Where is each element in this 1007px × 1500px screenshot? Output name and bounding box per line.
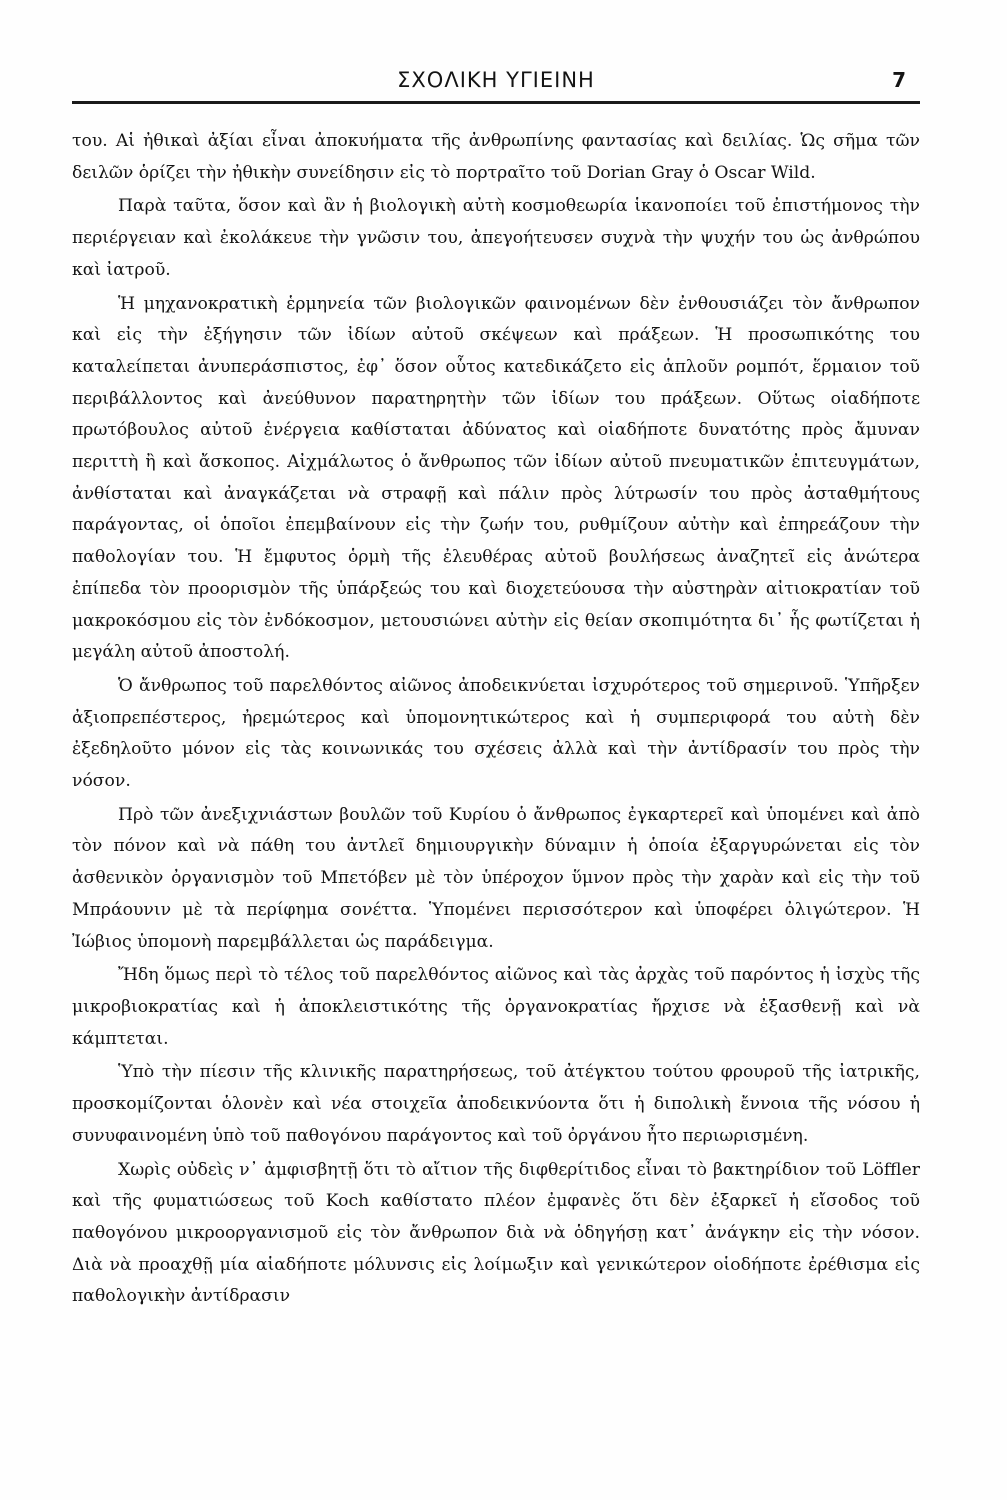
header-rule (72, 101, 920, 104)
page-number: 7 (892, 68, 906, 92)
paragraph: Χωρὶς οὐδεὶς ν᾽ ἀμφισβητῇ ὅτι τὸ αἴτιον τῆς διφθερίτιδος εἶναι τὸ βακτηρίδιον τοῦ Löffler καὶ τῆς φυματιώσεως τοῦ Koch καθίστατο πλέον ἐμφανὲς ὅτι δὲν ἐξαρκεῖ ἡ εἴσοδος τοῦ παθογόνου μικροοργανισμοῦ εἰς τὸν ἄνθρωπον διὰ νὰ ὁδηγήσῃ κατ᾽ ἀνάγκην εἰς τὴν νόσον. Διὰ νὰ προαχθῇ μία αἱαδήποτε μόλυνσις εἰς λοίμωξιν καὶ γενικώτερον οἱοδήποτε ἐρέθισμα εἰς παθολογικὴν ἀντίδρασιν (72, 1159, 920, 1307)
running-head (72, 64, 920, 100)
paragraph: Ἤδη ὅμως περὶ τὸ τέλος τοῦ παρελθόντος αἰῶνος καὶ τὰς ἀρχὰς τοῦ παρόντος ἡ ἰσχὺς τῆς μικροβιοκρατίας καὶ ἡ ἀποκλειστικότης τῆς ὀργανοκρατίας ἤρχισε νὰ ἐξασθενῇ καὶ νὰ κάμπτεται. (72, 965, 920, 1049)
paragraph: Ὁ ἄνθρωπος τοῦ παρελθόντος αἰῶνος ἀποδεικνύεται ἰσχυρότερος τοῦ σημερινοῦ. Ὑπῆρξεν ἀξιοπρεπέστερος, ἠρεμώτερος καὶ ὑπομονητικώτερος καὶ ἡ συμπεριφορά του αὐτὴ δὲν ἐξεδηλοῦτο μόνον εἰς τὰς κοινωνικάς του σχέσεις ἀλλὰ καὶ τὴν ἀντίδρασίν του πρὸς τὴν νόσον. (72, 675, 920, 792)
paragraph: Ἡ μηχανοκρατικὴ ἑρμηνεία τῶν βιολογικῶν φαινομένων δὲν ἐνθουσιάζει τὸν ἄνθρωπον καὶ εἰς τὴν ἐξήγησιν τῶν ἰδίων αὐτοῦ σκέψεων καὶ πράξεων. Ἡ προσωπικότης του καταλείπεται ἀνυπεράσπιστος, ἐφ᾽ ὅσον οὗτος κατεδικάζετο εἰς ἁπλοῦν ρομπότ, ἕρμαιον τοῦ περιβάλλοντος καὶ ἀνεύθυνον παρατηρητὴν τῶν ἰδίων του πράξεων. Οὕτως οἱαδήποτε πρωτόβουλος αὐτοῦ ἐνέργεια καθίσταται ἀδύνατος καὶ οἱαδήποτε δυνατότης πρὸς ἄμυναν περιττὴ ἢ καὶ ἄσκοπος. Αἰχμάλωτος ὁ ἄνθρωπος τῶν ἰδίων αὐτοῦ πνευματικῶν ἐπιτευγμάτων, ἀνθίσταται καὶ ἀναγκάζεται νὰ στραφῇ καὶ πάλιν πρὸς λύτρωσίν του πρὸς ἀσταθμήτους παράγοντας, οἱ ὁποῖοι ἐπεμβαίνουν εἰς τὴν ζωήν του, ρυθμίζουν αὐτὴν καὶ ἐπηρεάζουν τὴν παθολογίαν του. Ἡ ἔμφυτος ὁρμὴ τῆς ἐλευθέρας αὐτοῦ βουλήσεως ἀναζητεῖ εἰς ἀνώτερα ἐπίπεδα τὸν προορισμὸν τῆς ὑπάρξεώς του καὶ διοχετεύουσα τὴν αὐστηρὰν αἰτιοκρατίαν τοῦ μακροκόσμου εἰς τὸν ἐνδόκοσμον, μετουσιώνει αὐτὴν εἰς θείαν σκοπιμότητα δι᾽ ἧς φωτίζεται ἡ μεγάλη αὐτοῦ ἀποστολή. (72, 293, 920, 663)
paragraph-continuation: του. Αἱ ἠθικαὶ ἀξίαι εἶναι ἀποκυήματα τῆς ἀνθρωπίνης φαντασίας καὶ δειλίας. Ὡς σῆμα τῶν δειλῶν ὁρίζει τὴν ἠθικὴν συνείδησιν εἰς τὸ πορτραῖτο τοῦ Dorian Gray ὁ Oscar Wild. (72, 131, 920, 183)
body-text (72, 126, 920, 1313)
paragraph: Πρὸ τῶν ἀνεξιχνιάστων βουλῶν τοῦ Κυρίου ὁ ἄνθρωπος ἐγκαρτερεῖ καὶ ὑπομένει καὶ ἀπὸ τὸν πόνον καὶ νὰ πάθη του ἀντλεῖ δημιουργικὴν δύναμιν ἡ ὁποία ἐξαργυρώνεται εἰς τὸν ἀσθενικὸν ὀργανισμὸν τοῦ Μπετόβεν μὲ τὸν ὑπέροχον ὕμνον πρὸς τὴν χαρὰν καὶ εἰς τὴν τοῦ Μπράουνιν μὲ τὰ περίφημα σονέττα. Ὑπομένει περισσότερον καὶ ὑποφέρει ὀλιγώτερον. Ἡ Ἰώβιος ὑπομονὴ παρεμβάλλεται ὡς παράδειγμα. (72, 804, 920, 952)
running-title: ΣΧΟΛΙΚΗ ΥΓΙΕΙΝΗ (397, 68, 595, 92)
paragraph: Ὑπὸ τὴν πίεσιν τῆς κλινικῆς παρατηρήσεως, τοῦ ἀτέγκτου τούτου φρουροῦ τῆς ἰατρικῆς, προσκομίζονται ὁλονὲν καὶ νέα στοιχεῖα ἀποδεικνύοντα ὅτι ἡ διπολικὴ ἔννοια τῆς νόσου ἡ συνυφαινομένη ὑπὸ τοῦ παθογόνου παράγοντος καὶ τοῦ ὀργάνου ἦτο περιωρισμένη. (72, 1062, 920, 1146)
paragraph: Παρὰ ταῦτα, ὅσον καὶ ἂν ἡ βιολογικὴ αὐτὴ κοσμοθεωρία ἱκανοποίει τοῦ ἐπιστήμονος τὴν περιέργειαν καὶ ἐκολάκευε τὴν γνῶσιν του, ἀπεγοήτευσεν συχνὰ τὴν ψυχήν του ὡς ἀνθρώπου καὶ ἰατροῦ. (72, 196, 920, 280)
